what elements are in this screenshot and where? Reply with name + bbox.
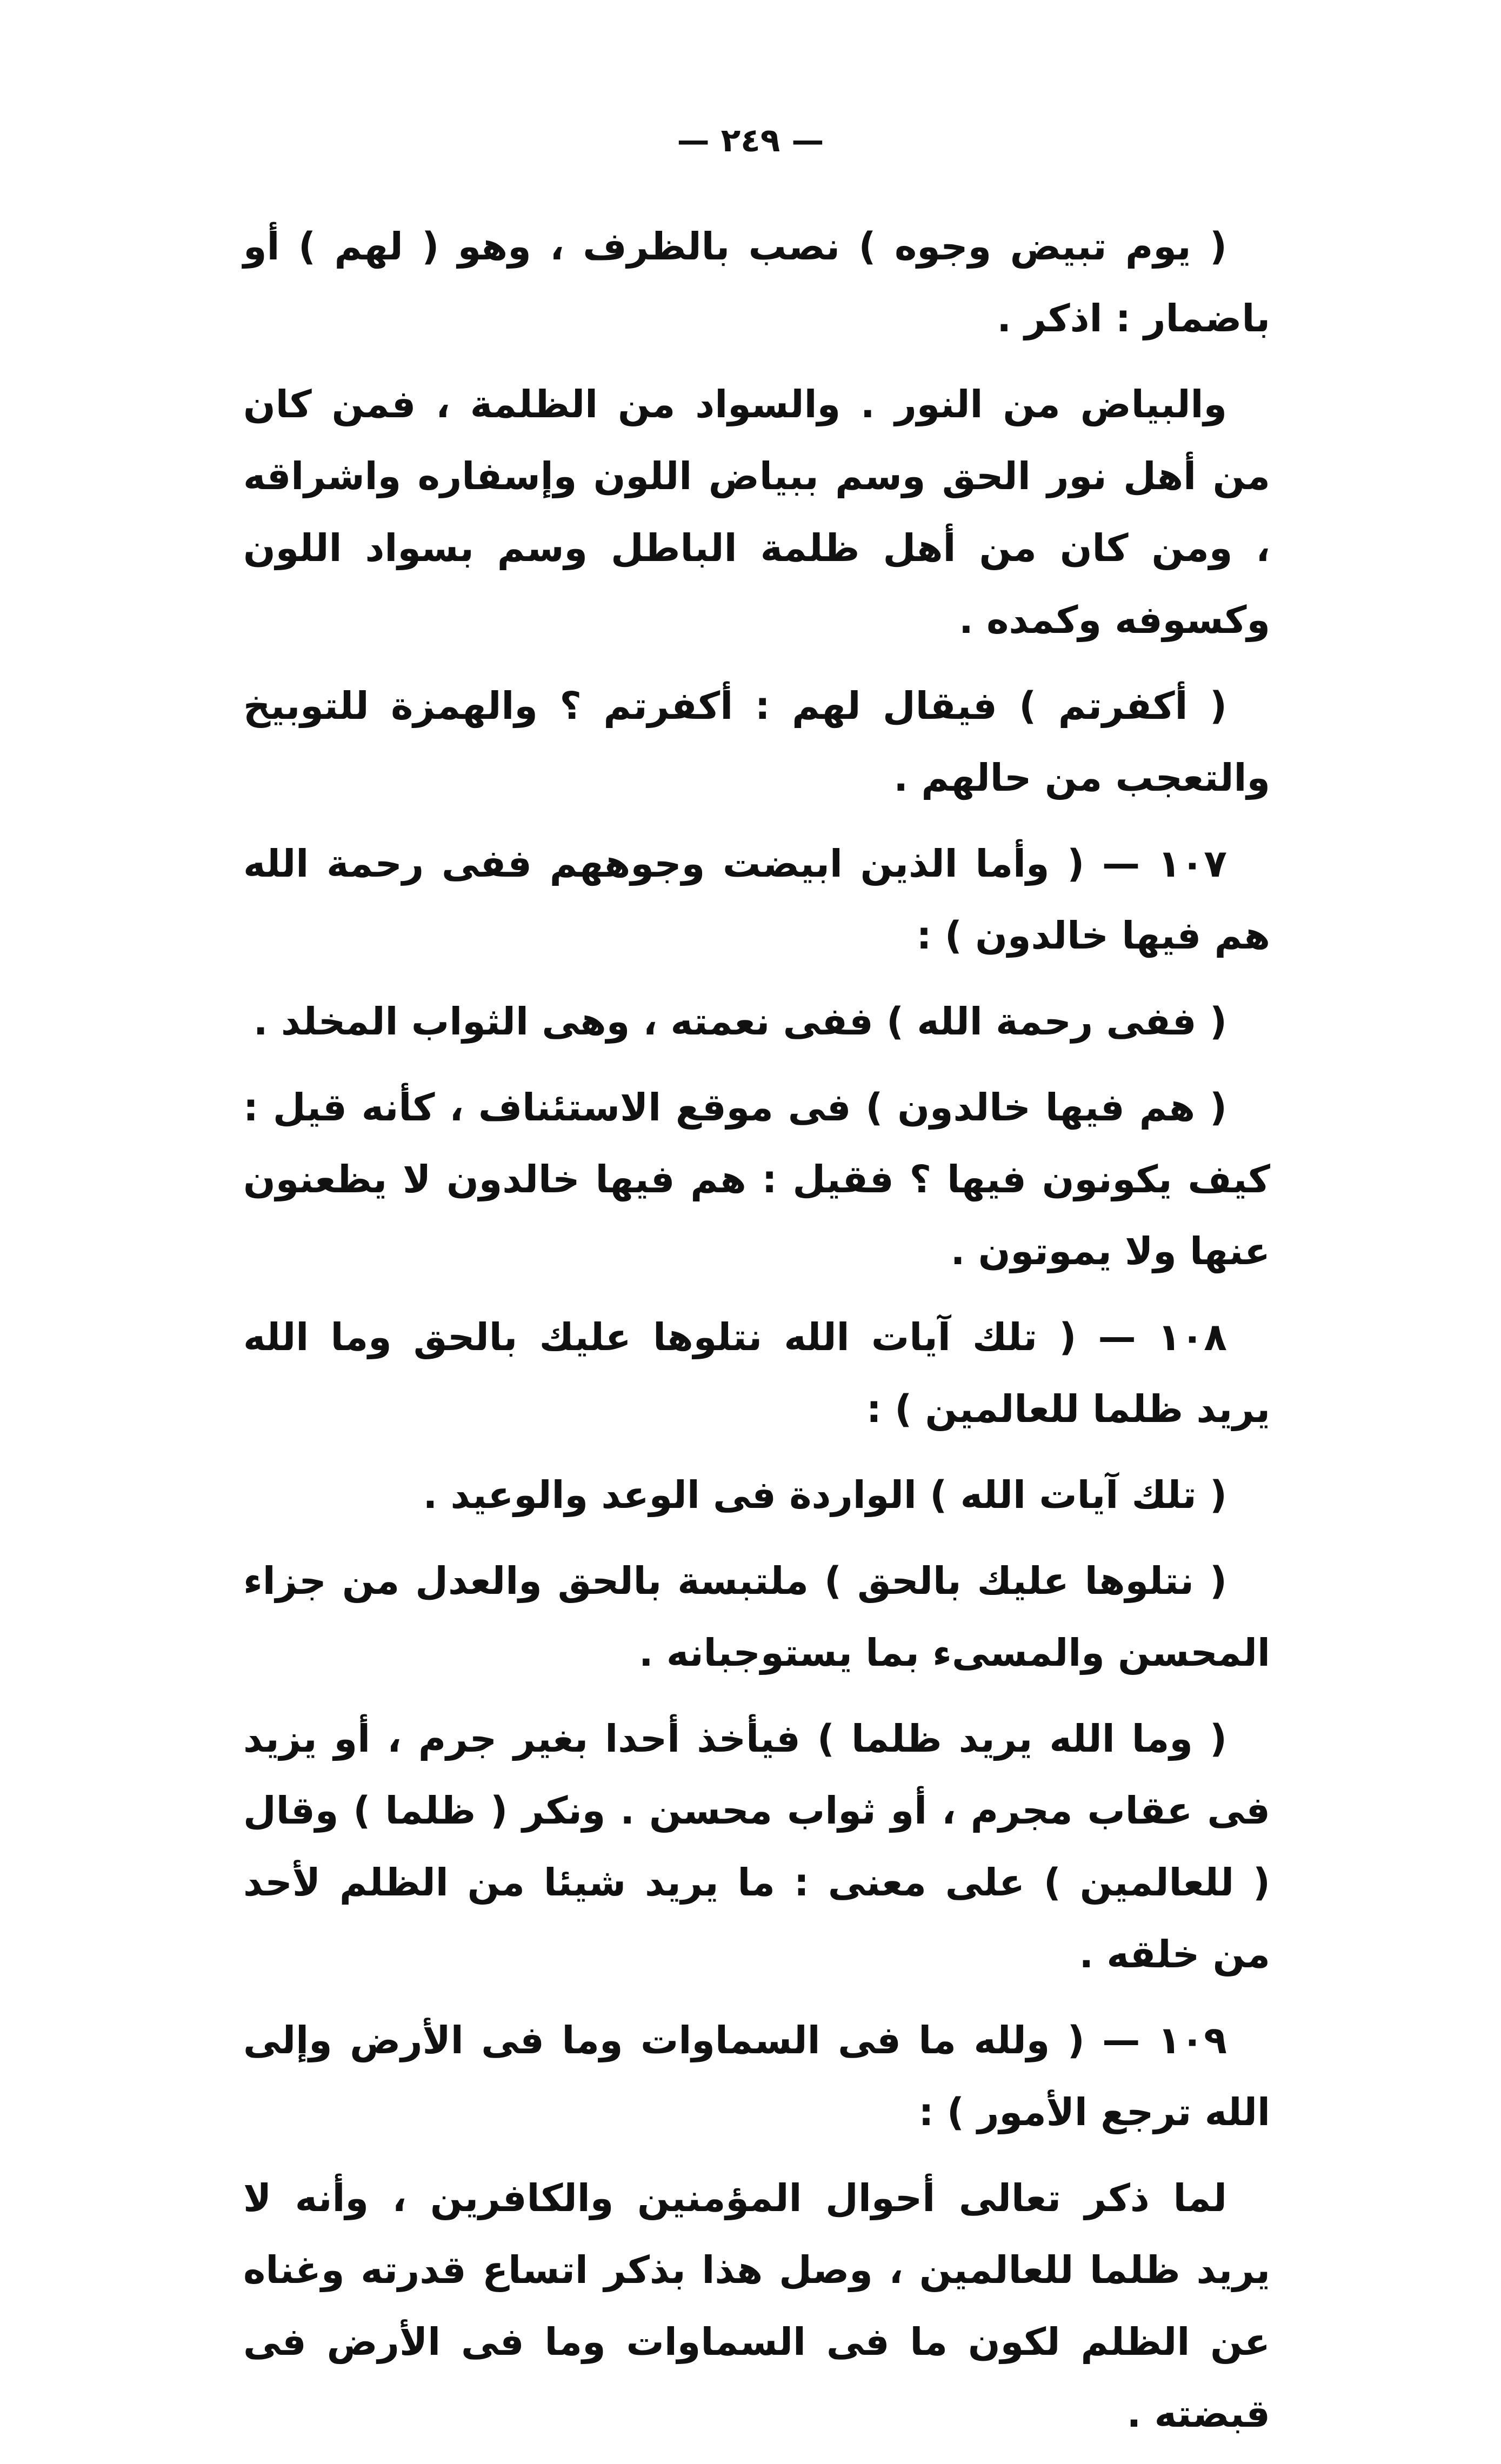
paragraph: والبياض من النور . والسواد من الظلمة ، فمن كان من أهل نور الحق وسم ببياض اللون وإسفاره واشراقه ، ومن كان من أهل ظلمة الباطل وسم بسواد اللون وكسوفه وكمده .	[243, 382, 1270, 642]
paragraph: ( تلك آيات الله ) الواردة فى الوعد والوعيد .	[423, 1473, 1227, 1517]
paragraph: ( وما الله يريد ظلما ) فيأخذ أحدا بغير جرم ، أو يزيد فى عقاب مجرم ، أو ثواب محسن . ونكر ( ظلما ) وقال ( للعالمين ) على معنى : ما يريد شيئا من الظلم لأحد من خلقه .	[243, 1717, 1270, 1976]
page-number: — ٢٤٩ —	[677, 122, 824, 159]
paragraph: ( أكفرتم ) فيقال لهم : أكفرتم ؟ والهمزة للتوبيخ والتعجب من حالهم .	[243, 684, 1270, 800]
verse-heading: ١٠٧ — ( وأما الذين ابيضت وجوههم ففى رحمة الله هم فيها خالدون ) :	[243, 842, 1270, 958]
paragraph: ( هم فيها خالدون ) فى موقع الاستئناف ، كأنه قيل : كيف يكونون فيها ؟ فقيل : هم فيها خالدون لا يظعنون عنها ولا يموتون .	[243, 1085, 1270, 1273]
paragraph: لما ذكر تعالى أحوال المؤمنين والكافرين ، وأنه لا يريد ظلما للعالمين ، وصل هذا بذكر اتساع قدرته وغناه عن الظلم لكون ما فى السماوات وما فى الأرض فى قبضته .	[243, 2176, 1270, 2436]
paragraph: ( يوم تبيض وجوه ) نصب بالظرف ، وهو ( لهم ) أو باضمار : اذكر .	[243, 224, 1270, 340]
verse-heading: ١٠٨ — ( تلك آيات الله نتلوها عليك بالحق وما الله يريد ظلما للعالمين ) :	[243, 1315, 1270, 1431]
commentary-text	[243, 211, 1270, 2464]
paragraph: ( ففى رحمة الله ) ففى نعمته ، وهى الثواب المخلد .	[253, 999, 1227, 1044]
paragraph: ( نتلوها عليك بالحق ) ملتبسة بالحق والعدل من جزاء المحسن والمسىء بما يستوجبانه .	[243, 1559, 1270, 1675]
verse-heading: ١٠٩ — ( ولله ما فى السماوات وما فى الأرض وإلى الله ترجع الأمور ) :	[243, 2018, 1270, 2134]
